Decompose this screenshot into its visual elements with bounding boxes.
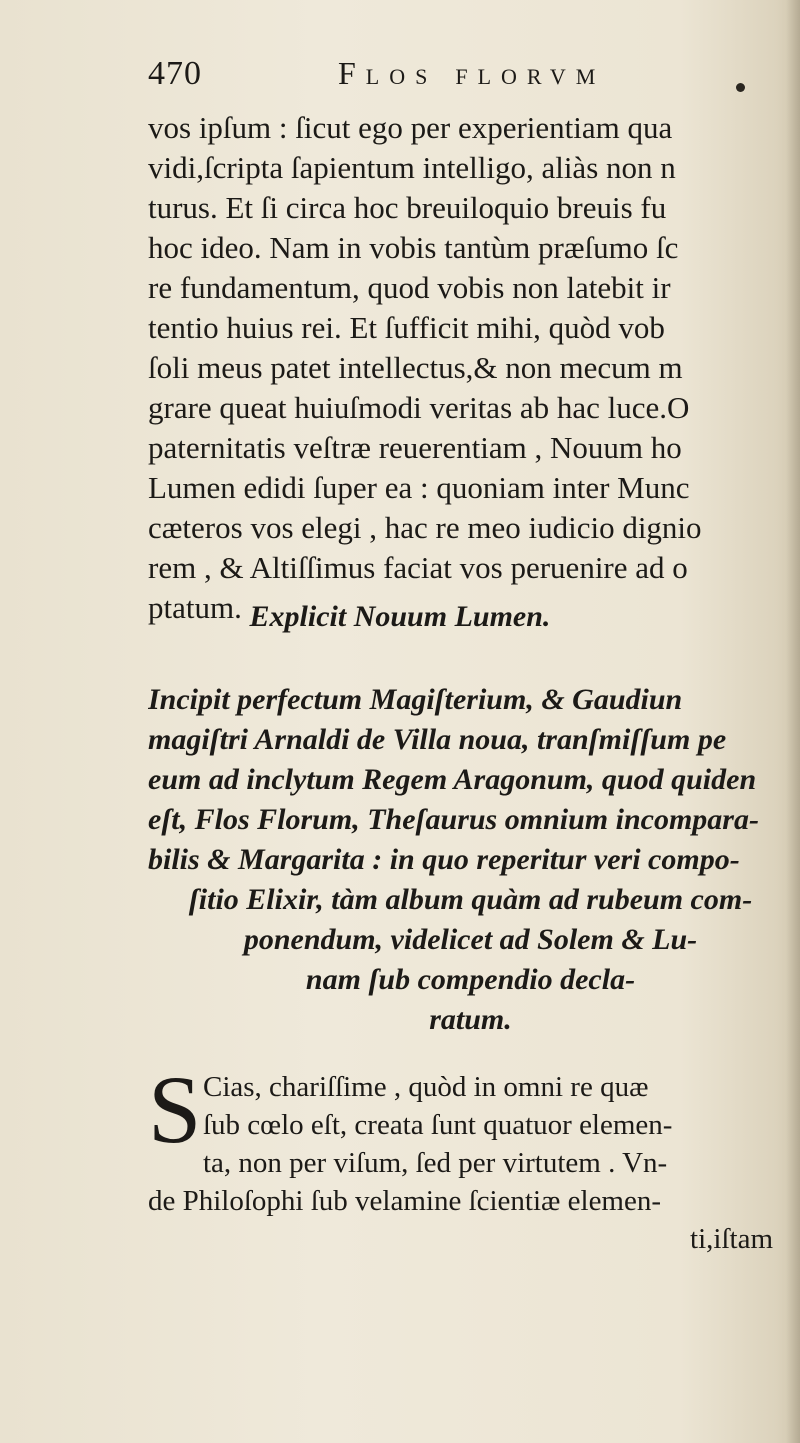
text-line: vos ipſum : ſicut ego per experientiam qua	[148, 110, 673, 145]
title-line: eum ad inclytum Regem Aragonum, quod quiden	[148, 763, 757, 796]
page-number: 470	[148, 55, 202, 92]
title-line: ratum.	[429, 1003, 512, 1036]
page-header	[148, 55, 768, 105]
drop-cap-letter: S	[148, 1056, 202, 1163]
body-paragraph	[148, 108, 788, 628]
text-line: grare queat huiuſmodi veritas ab hac luce.O	[148, 390, 690, 425]
ornament-dot	[736, 83, 745, 92]
text-line: paternitatis veſtræ reuerentiam , Nouum ho	[148, 430, 682, 465]
text-line: ſub cœlo eſt, creata ſunt quatuor elemen-	[203, 1109, 673, 1141]
catchword: ti,iſtam	[690, 1223, 773, 1255]
text-line: hoc ideo. Nam in vobis tantùm præſumo ſc	[148, 230, 679, 265]
text-line: rem , & Altiſſimus faciat vos peruenire ad o	[148, 550, 688, 585]
text-line: ta, non per viſum, ſed per virtutem . Vn-	[203, 1147, 668, 1179]
text-line: tentio huius rei. Et ſufficit mihi, quòd vob	[148, 310, 665, 345]
dropcap-paragraph	[148, 1056, 793, 1258]
title-line: nam ſub compendio decla-	[305, 963, 636, 996]
text-line: de Philoſophi ſub velamine ſcientiæ elemen-	[148, 1185, 662, 1217]
incipit-title-block	[148, 680, 793, 1040]
text-line: re fundamentum, quod vobis non latebit ir	[148, 270, 671, 305]
title-line: bilis & Margarita : in quo reperitur veri compo-	[148, 843, 740, 876]
title-line: Incipit perfectum Magiſterium, & Gaudiun	[148, 683, 683, 716]
title-line: magiſtri Arnaldi de Villa noua, tranſmiſſum pe	[148, 723, 727, 756]
title-line: ponendum, videlicet ad Solem & Lu-	[243, 923, 698, 956]
text-line: cæteros vos elegi , hac re meo iudicio dignio	[148, 510, 702, 545]
text-line: turus. Et ſi circa hoc breuiloquio breuis fu	[148, 190, 667, 225]
title-line: ſitio Elixir, tàm album quàm ad rubeum com-	[188, 883, 753, 916]
text-line: ptatum.	[148, 590, 242, 625]
text-line: ſoli meus patet intellectus,& non mecum m	[148, 350, 683, 385]
explicit-heading: Explicit Nouum Lumen.	[249, 600, 551, 633]
running-title: Flos florvm	[338, 55, 606, 91]
text-line: Cias, chariſſime , quòd in omni re quæ	[203, 1071, 649, 1103]
text-line: Lumen edidi ſuper ea : quoniam inter Munc	[148, 470, 690, 505]
text-line: vidi,ſcripta ſapientum intelligo, aliàs non n	[148, 150, 676, 185]
title-line: eſt, Flos Florum, Theſaurus omnium incompara-	[148, 803, 759, 836]
